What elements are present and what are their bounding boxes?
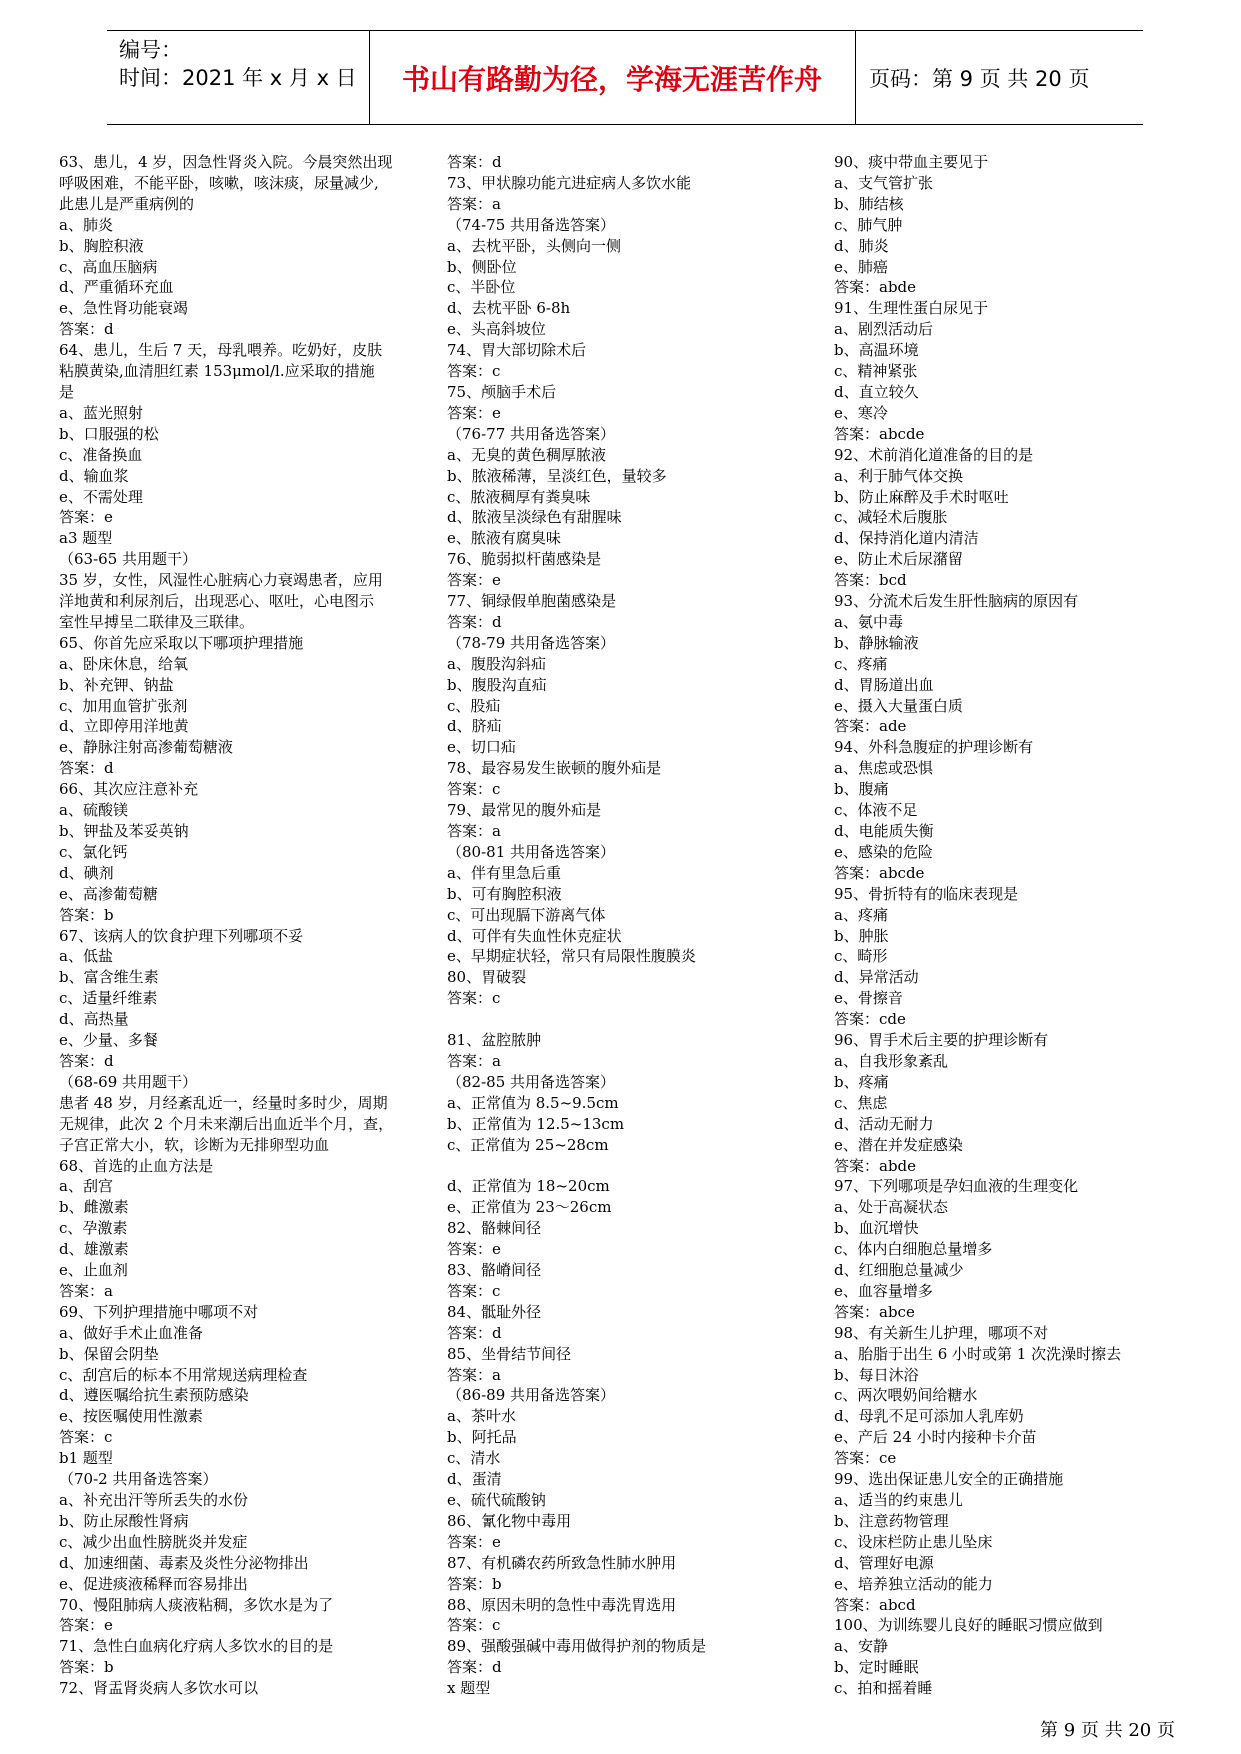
text-line: a、支气管扩张 [834, 173, 933, 192]
text-line: d、胃肠道出血 [834, 675, 934, 694]
text-line: e、少量、多餐 [59, 1031, 158, 1050]
text-line: 答案：c [59, 1428, 113, 1447]
text-line: b、腹痛 [834, 780, 889, 799]
text-line: b、胸腔积液 [59, 236, 144, 255]
text-line: e、硫代硫酸钠 [447, 1490, 546, 1509]
blank-line [447, 1009, 817, 1030]
text-line: b、血沉增快 [834, 1219, 919, 1238]
text-line: 答案：d [59, 759, 114, 778]
text-line: e、止血剂 [59, 1261, 128, 1280]
text-line: e、摄入大量蛋白质 [834, 696, 963, 715]
text-line: 78、最容易发生嵌顿的腹外疝是 [447, 759, 662, 778]
header-meta-cell [107, 31, 370, 124]
text-line: d、立即停用洋地黄 [59, 717, 189, 736]
text-line: e、促进痰液稀释而容易排出 [59, 1574, 248, 1593]
text-line: e、静脉注射高渗葡萄糖液 [59, 738, 233, 757]
text-line: b、防止尿酸性肾病 [59, 1511, 189, 1530]
text-line: 100、为训练婴儿良好的睡眠习惯应做到 [834, 1616, 1103, 1635]
text-line: b、侧卧位 [447, 257, 517, 276]
text-line: b、肿胀 [834, 926, 889, 945]
text-line: （76-77 共用备选答案） [447, 424, 616, 443]
text-line: a、胎脂于出生 6 小时或第 1 次洗澡时擦去 [834, 1344, 1122, 1363]
text-line: e、急性肾功能衰竭 [59, 299, 188, 318]
text-line: 70、慢阻肺病人痰液粘稠，多饮水是为了 [59, 1595, 334, 1614]
text-line: 答案：e [447, 571, 501, 590]
text-line: 答案：c [447, 362, 501, 381]
text-line: c、两次喂奶间给糖水 [834, 1386, 978, 1405]
text-line: a、肺炎 [59, 215, 113, 234]
text-line: （82-85 共用备选答案） [447, 1072, 616, 1091]
text-line: 洋地黄和利尿剂后，出现恶心、呕吐，心电图示 [59, 592, 375, 611]
text-line: 66、其次应注意补充 [59, 780, 199, 799]
text-line: b、口服强的松 [59, 424, 159, 443]
text-line: 答案：b [59, 905, 114, 924]
text-line: 35 岁，女性，风湿性心脏病心力衰竭患者，应用 [59, 571, 383, 590]
text-line: a、蓝光照射 [59, 403, 143, 422]
text-line: 答案：e [447, 1240, 501, 1259]
text-line: b、静脉输液 [834, 633, 919, 652]
text-line: b、保留会阴垫 [59, 1344, 159, 1363]
text-line: （74-75 共用备选答案） [447, 215, 616, 234]
text-line: d、肺炎 [834, 236, 889, 255]
text-line: 答案：d [59, 320, 114, 339]
text-line: c、可出现膈下游离气体 [447, 905, 606, 924]
text-line: 68、首选的止血方法是 [59, 1156, 214, 1175]
text-line: c、准备换血 [59, 445, 143, 464]
text-line: d、脐疝 [447, 717, 502, 736]
text-line: c、减少出血性膀胱炎并发症 [59, 1532, 248, 1551]
text-line: c、高血压脑病 [59, 257, 158, 276]
text-line: c、精神紧张 [834, 362, 918, 381]
text-line: 96、胃手术后主要的护理诊断有 [834, 1031, 1049, 1050]
text-line: c、脓液稠厚有粪臭味 [447, 487, 591, 506]
text-line: 答案：e [447, 403, 501, 422]
header-page-cell [855, 31, 1143, 124]
text-line: a、去枕平卧，头侧向一侧 [447, 236, 621, 255]
text-column-3 [834, 152, 1204, 1699]
text-line: d、红细胞总量减少 [834, 1261, 964, 1280]
text-line: c、体液不足 [834, 801, 918, 820]
text-line: 89、强酸强碱中毒用做得护剂的物质是 [447, 1637, 707, 1656]
text-line: d、高热量 [59, 1010, 129, 1029]
text-line: 答案：a [447, 822, 501, 840]
text-line: e、肺癌 [834, 257, 888, 276]
text-line: a、焦虑或恐惧 [834, 759, 933, 778]
text-line: e、潜在并发症感染 [834, 1135, 963, 1154]
text-line: 答案：abce [834, 1302, 915, 1321]
text-line: b1 题型 [59, 1449, 113, 1468]
text-line: 答案：e [447, 1532, 501, 1551]
text-line: a、氨中毒 [834, 612, 903, 631]
text-line: 答案：b [59, 1658, 114, 1677]
text-line: b、雌激素 [59, 1198, 129, 1217]
text-line: b、正常值为 12.5~13cm [447, 1114, 625, 1133]
text-line: d、碘剂 [59, 863, 114, 882]
text-line: a、适当的约束患儿 [834, 1491, 963, 1509]
text-line: e、血容量增多 [834, 1281, 933, 1300]
text-line: 87、有机磷农药所致急性肺水肿用 [447, 1553, 677, 1572]
text-line: e、早期症状轻，常只有局限性腹膜炎 [447, 947, 696, 966]
text-line: b、富含维生素 [59, 968, 159, 987]
text-line: a、低盐 [59, 947, 113, 966]
text-line: 答案：c [447, 780, 501, 799]
header-motto: 书山有路勤为径，学海无涯苦作舟 [401, 62, 822, 96]
header-motto-cell [369, 31, 856, 124]
document-number-label: 编号： [119, 38, 182, 62]
text-line: e、正常值为 23～26cm [447, 1198, 612, 1217]
text-line: 子宫正常大小，软，诊断为无排卵型功血 [59, 1135, 330, 1154]
text-line: 93、分流术后发生肝性脑病的原因有 [834, 592, 1079, 611]
text-line: a、剧烈活动后 [834, 320, 933, 339]
text-line: （86-89 共用备选答案） [447, 1386, 616, 1405]
text-line: a、利于肺气体交换 [834, 466, 963, 485]
text-line: 患者 48 岁，月经紊乱近一，经量时多时少，周期 [59, 1093, 388, 1112]
text-line: 答案：d [59, 1051, 114, 1070]
text-line: a、腹股沟斜疝 [447, 654, 546, 673]
text-line: 答案：d [447, 612, 502, 631]
text-line: 答案：abcde [834, 424, 925, 443]
text-line: d、雄激素 [59, 1240, 129, 1259]
text-line: 76、脆弱拟杆菌感染是 [447, 550, 602, 569]
text-line: c、焦虑 [834, 1093, 888, 1112]
text-line: 83、骼嵴间径 [447, 1261, 542, 1279]
text-line: 94、外科急腹症的护理诊断有 [834, 738, 1034, 757]
page-header [107, 30, 1143, 125]
text-line: c、加用血管扩张剂 [59, 696, 188, 715]
text-line: b、高温环境 [834, 341, 919, 360]
text-line: 64、患儿，生后 7 天，母乳喂养。吃奶好，皮肤 [59, 341, 383, 360]
text-line: 答案：c [447, 989, 501, 1008]
blank-line [447, 1155, 817, 1176]
text-line: c、体内白细胞总量增多 [834, 1240, 993, 1259]
text-line: b、钾盐及苯妥英钠 [59, 822, 189, 840]
text-line: （80-81 共用备选答案） [447, 842, 616, 861]
text-line: d、直立较久 [834, 382, 919, 401]
text-line: c、肺气肿 [834, 215, 903, 234]
text-line: d、蛋清 [447, 1470, 502, 1489]
header-page-code: 页码：第 9 页 共 20 页 [869, 66, 1090, 91]
text-line: b、定时睡眠 [834, 1658, 919, 1677]
text-line: b、补充钾、钠盐 [59, 675, 174, 694]
text-line: e、防止术后尿潴留 [834, 550, 963, 569]
text-line: 79、最常见的腹外疝是 [447, 801, 602, 820]
text-line: 答案：ce [834, 1449, 897, 1468]
text-line: a、处于高凝状态 [834, 1198, 948, 1217]
text-line: c、半卧位 [447, 278, 516, 297]
text-line: d、保持消化道内清洁 [834, 529, 979, 548]
text-line: 此患儿是严重病例的 [59, 194, 195, 213]
text-line: d、活动无耐力 [834, 1114, 934, 1133]
text-line: a、疼痛 [834, 905, 888, 924]
text-line: b、可有胸腔积液 [447, 884, 562, 903]
text-line: 80、胃破裂 [447, 968, 527, 987]
text-line: 81、盆腔脓肿 [447, 1031, 542, 1050]
text-line: e、寒冷 [834, 403, 888, 422]
text-line: b、阿托品 [447, 1428, 517, 1447]
text-line: e、按医嘱使用性激素 [59, 1407, 203, 1426]
text-line: 答案：abde [834, 1156, 917, 1175]
text-line: 71、急性白血病化疗病人多饮水的目的是 [59, 1637, 334, 1656]
text-line: 75、颅脑手术后 [447, 382, 557, 401]
text-line: a、卧床休息，给氧 [59, 654, 188, 673]
text-line: 答案：cde [834, 1010, 906, 1029]
text-column-1 [59, 152, 429, 1699]
text-line: 65、你首先应采取以下哪项护理措施 [59, 633, 304, 652]
text-line: a、无臭的黄色稠厚脓液 [447, 445, 606, 464]
text-line: a、伴有里急后重 [447, 863, 561, 882]
text-line: c、拍和摇着睡 [834, 1679, 933, 1698]
text-line: d、遵医嘱给抗生素预防感染 [59, 1386, 249, 1405]
text-line: 74、胃大部切除术后 [447, 341, 587, 360]
text-line: 84、骶耻外径 [447, 1302, 542, 1321]
text-line: d、去枕平卧 6-8h [447, 299, 571, 318]
text-line: x 题型 [447, 1679, 491, 1698]
text-line: c、设床栏防止患儿坠床 [834, 1532, 993, 1551]
page-footer-number: 第 9 页 共 20 页 [1040, 1720, 1175, 1741]
text-line: 呼吸困难，不能平卧，咳嗽，咳沫痰，尿量减少, [59, 173, 379, 192]
text-line: 粘膜黄染,血清胆红素 153μmol/l.应采取的措施 [59, 362, 375, 381]
text-line: 是 [59, 382, 75, 401]
text-line: d、输血浆 [59, 466, 129, 485]
text-line: 69、下列护理措施中哪项不对 [59, 1302, 259, 1321]
text-line: a、正常值为 8.5~9.5cm [447, 1093, 619, 1112]
text-line: 答案：a [447, 1365, 501, 1384]
text-line: d、可伴有失血性休克症状 [447, 926, 622, 945]
text-line: c、畸形 [834, 947, 888, 966]
text-line: d、异常活动 [834, 968, 919, 987]
text-line: a、补充出汗等所丢失的水份 [59, 1491, 248, 1509]
text-line: b、肺结核 [834, 194, 904, 213]
text-line: d、电能质失衡 [834, 822, 934, 840]
text-line: 答案：a [447, 1051, 501, 1070]
text-line: 答案：ade [834, 717, 907, 736]
text-line: 92、术前消化道准备的目的是 [834, 445, 1034, 464]
text-line: b、防止麻醉及手术时呕吐 [834, 487, 1009, 506]
text-line: b、每日沐浴 [834, 1365, 919, 1384]
text-line: 答案：abcd [834, 1595, 916, 1614]
text-line: 答案：c [447, 1616, 501, 1635]
text-line: c、股疝 [447, 696, 501, 715]
text-line: 99、选出保证患儿安全的正确措施 [834, 1470, 1064, 1489]
text-line: （78-79 共用备选答案） [447, 633, 616, 652]
text-line: 97、下列哪项是孕妇血液的生理变化 [834, 1177, 1079, 1196]
text-line: 73、甲状腺功能亢进症病人多饮水能 [447, 173, 692, 192]
text-line: 67、该病人的饮食护理下列哪项不妥 [59, 926, 304, 945]
text-line: d、正常值为 18~20cm [447, 1177, 610, 1196]
text-line: 答案：d [447, 1658, 502, 1677]
text-line: 答案：abde [834, 278, 917, 297]
text-line: 答案：bcd [834, 571, 907, 590]
text-line: d、脓液呈淡绿色有甜腥味 [447, 508, 622, 527]
text-line: e、头高斜坡位 [447, 320, 546, 339]
text-column-2 [447, 152, 817, 1699]
text-line: 室性早搏呈二联律及三联律。 [59, 612, 255, 631]
text-line: d、严重循环充血 [59, 278, 174, 297]
text-line: 答案：e [59, 508, 113, 527]
text-line: a3 题型 [59, 529, 113, 548]
text-line: e、切口疝 [447, 738, 516, 757]
text-line: e、感染的危险 [834, 842, 933, 861]
text-line: b、疼痛 [834, 1072, 889, 1091]
text-line: 无规律，此次 2 个月未来潮后出血近半个月，查， [59, 1114, 394, 1133]
text-line: （68-69 共用题干） [59, 1072, 198, 1091]
text-line: d、加速细菌、毒素及炎性分泌物排出 [59, 1553, 309, 1572]
text-line: 答案：a [447, 194, 501, 213]
text-line: 88、原因未明的急性中毒洗胃选用 [447, 1595, 677, 1614]
text-line: d、管理好电源 [834, 1553, 934, 1572]
text-line: c、氯化钙 [59, 842, 128, 861]
text-line: e、高渗葡萄糖 [59, 884, 158, 903]
text-line: 答案：abcde [834, 863, 925, 882]
text-line: b、注意药物管理 [834, 1511, 949, 1530]
text-line: c、疼痛 [834, 654, 888, 673]
text-line: c、刮宫后的标本不用常规送病理检查 [59, 1365, 308, 1384]
text-line: a、刮宫 [59, 1177, 113, 1196]
text-line: 86、氰化物中毒用 [447, 1511, 572, 1530]
text-line: 82、骼棘间径 [447, 1219, 542, 1238]
text-line: c、清水 [447, 1449, 501, 1468]
text-line: b、腹股沟直疝 [447, 675, 547, 694]
text-line: （63-65 共用题干） [59, 550, 198, 569]
text-line: 98、有关新生儿护理，哪项不对 [834, 1323, 1049, 1342]
text-line: c、正常值为 25~28cm [447, 1135, 609, 1154]
text-line: 95、骨折特有的临床表现是 [834, 884, 1019, 903]
text-line: c、孕激素 [59, 1219, 128, 1238]
text-line: e、培养独立活动的能力 [834, 1574, 993, 1593]
text-line: 85、坐骨结节间径 [447, 1344, 572, 1363]
text-line: 90、痰中带血主要见于 [834, 153, 989, 171]
text-line: a、茶叶水 [447, 1407, 516, 1426]
text-line: 77、铜绿假单胞菌感染是 [447, 592, 617, 611]
text-line: e、脓液有腐臭味 [447, 529, 561, 548]
text-line: c、减轻术后腹胀 [834, 508, 948, 527]
text-line: 答案：a [59, 1281, 113, 1300]
document-time-label: 时间：2021 年 x 月 x 日 [119, 66, 357, 90]
text-line: 答案：d [447, 1323, 502, 1342]
text-line: d、母乳不足可添加人乳库奶 [834, 1407, 1024, 1426]
text-line: 答案：d [447, 153, 502, 171]
text-line: 72、肾盂肾炎病人多饮水可以 [59, 1679, 259, 1698]
text-line: e、产后 24 小时内接种卡介苗 [834, 1428, 1037, 1447]
text-line: b、脓液稀薄，呈淡红色，量较多 [447, 466, 667, 485]
text-line: 91、生理性蛋白尿见于 [834, 299, 989, 318]
text-line: 答案：b [447, 1574, 502, 1593]
text-line: c、适量纤维素 [59, 989, 158, 1008]
text-line: a、硫酸镁 [59, 801, 128, 820]
text-line: a、做好手术止血准备 [59, 1323, 203, 1342]
text-line: e、不需处理 [59, 487, 143, 506]
text-line: a、安静 [834, 1637, 888, 1656]
text-line: 答案：e [59, 1616, 113, 1635]
text-line: （70-2 共用备选答案） [59, 1470, 218, 1489]
text-line: 63、患儿，4 岁，因急性肾炎入院。今晨突然出现 [59, 153, 393, 171]
text-line: a、自我形象紊乱 [834, 1051, 948, 1070]
text-line: e、骨擦音 [834, 989, 903, 1008]
text-line: 答案：c [447, 1281, 501, 1300]
